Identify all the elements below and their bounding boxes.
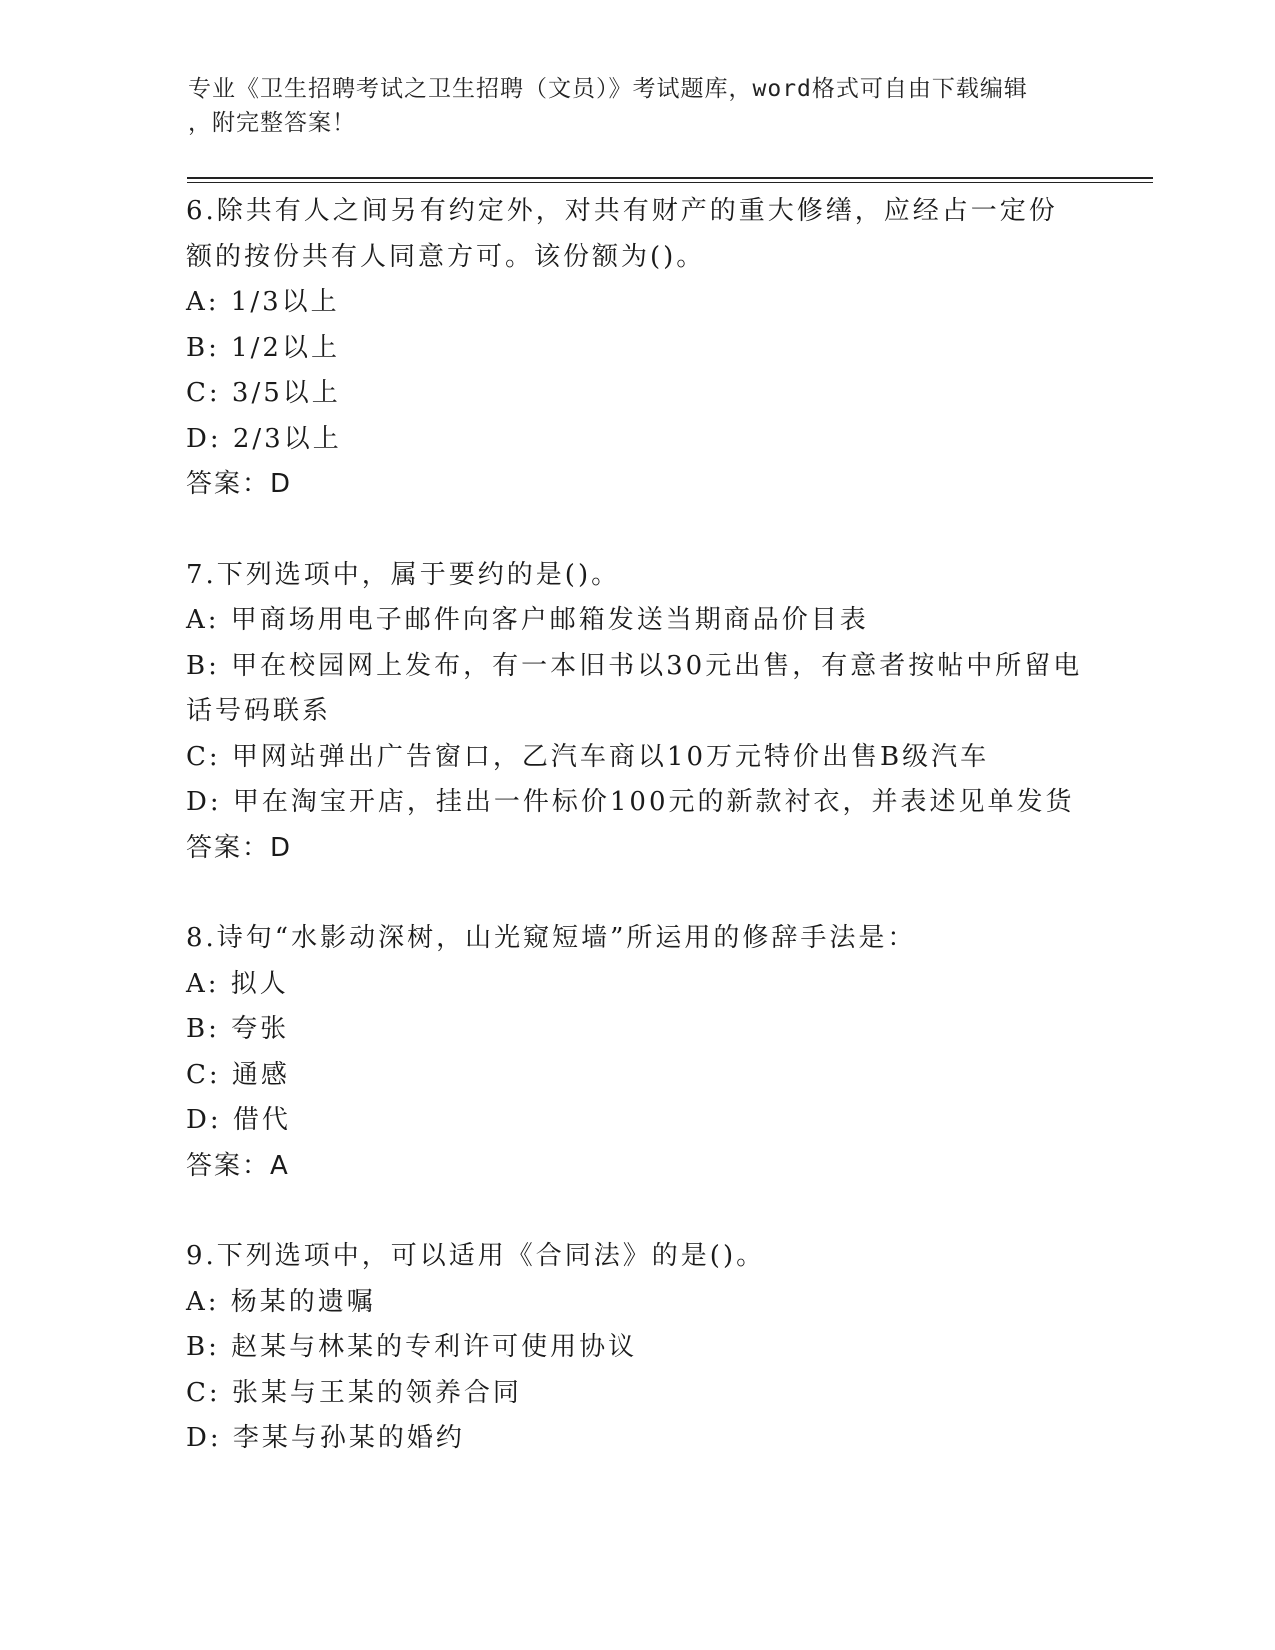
option-c: C: 张某与王某的领养合同 <box>186 1377 522 1408</box>
option-c: C: 甲网站弹出广告窗口，乙汽车商以10万元特价出售B级汽车 <box>186 741 990 772</box>
answer: 答案：D <box>186 469 293 499</box>
option-c: C: 通感 <box>186 1059 290 1090</box>
document-header <box>188 72 1078 140</box>
option-d: D: 甲在淘宝开店，挂出一件标价100元的新款衬衣，并表述见单发货 <box>186 787 1075 817</box>
question-stem: 6.除共有人之间另有约定外，对共有财产的重大修缮，应经占一定份额的按份共有人同意方可。该份额为()。 <box>186 196 1058 272</box>
option-b: B: 甲在校园网上发布，有一本旧书以30元出售，有意者按帖中所留电话号码联系 <box>186 650 1083 726</box>
option-a: A: 1/3以上 <box>186 287 340 317</box>
option-b: B: 1/2以上 <box>186 332 340 363</box>
option-d: D: 2/3以上 <box>186 423 342 454</box>
option-a: A: 拟人 <box>186 968 289 999</box>
question-8 <box>186 916 1086 1189</box>
option-d: D: 李某与孙某的婚约 <box>186 1423 465 1453</box>
question-7 <box>186 553 1086 872</box>
answer: 答案：D <box>186 832 293 863</box>
answer: 答案：A <box>186 1150 290 1181</box>
question-6 <box>186 189 1086 508</box>
header-divider <box>187 177 1153 179</box>
question-9 <box>186 1234 1086 1462</box>
option-d: D: 借代 <box>186 1105 291 1135</box>
option-a: A: 杨某的遗嘱 <box>186 1286 376 1317</box>
question-list <box>186 189 1086 1507</box>
question-stem: 7.下列选项中，属于要约的是()。 <box>186 559 621 590</box>
header-line-2: ，附完整答案！ <box>188 110 356 136</box>
option-a: A: 甲商场用电子邮件向客户邮箱发送当期商品价目表 <box>186 605 869 635</box>
question-stem: 9.下列选项中，可以适用《合同法》的是()。 <box>186 1241 766 1271</box>
option-c: C: 3/5以上 <box>186 378 341 408</box>
question-stem: 8.诗句“水影动深树，山光窥短墙”所运用的修辞手法是： <box>186 923 917 953</box>
header-divider-thin <box>187 182 1153 183</box>
option-b: B: 赵某与林某的专利许可使用协议 <box>186 1332 638 1362</box>
option-b: B: 夸张 <box>186 1014 290 1044</box>
header-line-1: 专业《卫生招聘考试之卫生招聘（文员）》考试题库，word格式可自由下载编辑 <box>188 76 1028 102</box>
